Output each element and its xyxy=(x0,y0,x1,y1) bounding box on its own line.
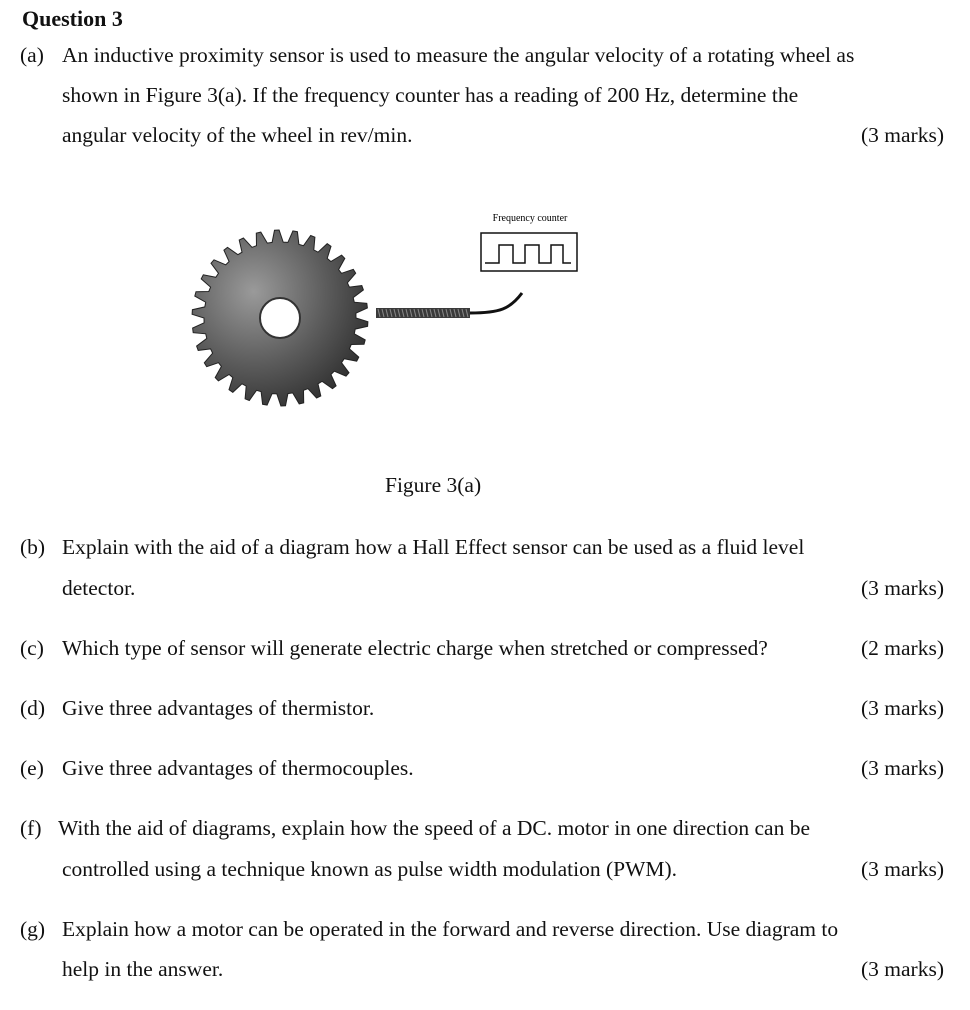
part-c-marks: (2 marks) xyxy=(861,636,944,660)
part-b-label: (b) xyxy=(20,535,46,559)
part-d-label: (d) xyxy=(20,696,46,720)
part-f-label: (f) xyxy=(20,816,42,840)
part-b-line1: Explain with the aid of a diagram how a Hall Effect sensor can be used as a fluid level xyxy=(62,535,805,559)
question-title: Question 3 xyxy=(22,6,123,31)
figure-3a-diagram xyxy=(180,205,600,420)
part-f-line2: controlled using a technique known as pulse width modulation (PWM). xyxy=(62,857,678,881)
sensor-cable xyxy=(470,293,522,313)
part-g-line2: help in the answer. xyxy=(62,957,224,981)
part-a-line3: angular velocity of the wheel in rev/min. xyxy=(62,123,413,147)
part-g-label: (g) xyxy=(20,917,46,941)
part-d-marks: (3 marks) xyxy=(861,696,944,720)
part-g-marks: (3 marks) xyxy=(861,957,944,981)
part-c-label: (c) xyxy=(20,636,44,660)
part-f-line1: With the aid of diagrams, explain how the speed of a DC. motor in one direction can be xyxy=(58,816,811,840)
figure-caption: Figure 3(a) xyxy=(385,473,482,497)
part-b-line2: detector. xyxy=(62,576,136,600)
part-e-line1: Give three advantages of thermocouples. xyxy=(62,756,414,780)
part-a-line1: An inductive proximity sensor is used to measure the angular velocity of a rotating wheel as xyxy=(62,43,855,67)
part-e-marks: (3 marks) xyxy=(861,756,944,780)
part-g-line1: Explain how a motor can be operated in the forward and reverse direction. Use diagram to xyxy=(62,917,839,941)
part-f-marks: (3 marks) xyxy=(861,857,944,881)
part-a-line2: shown in Figure 3(a). If the frequency counter has a reading of 200 Hz, determine the xyxy=(62,83,799,107)
part-b-marks: (3 marks) xyxy=(861,576,944,600)
frequency-counter-label: Frequency counter xyxy=(492,213,568,224)
part-a-label: (a) xyxy=(20,43,44,67)
proximity-sensor-probe xyxy=(376,308,470,318)
gear-wheel xyxy=(192,230,368,406)
gear-hub-hole xyxy=(260,298,300,338)
part-c-line1: Which type of sensor will generate electric charge when stretched or compressed? xyxy=(62,636,768,660)
part-d-line1: Give three advantages of thermistor. xyxy=(62,696,375,720)
part-a-marks: (3 marks) xyxy=(861,123,944,147)
part-e-label: (e) xyxy=(20,756,44,780)
